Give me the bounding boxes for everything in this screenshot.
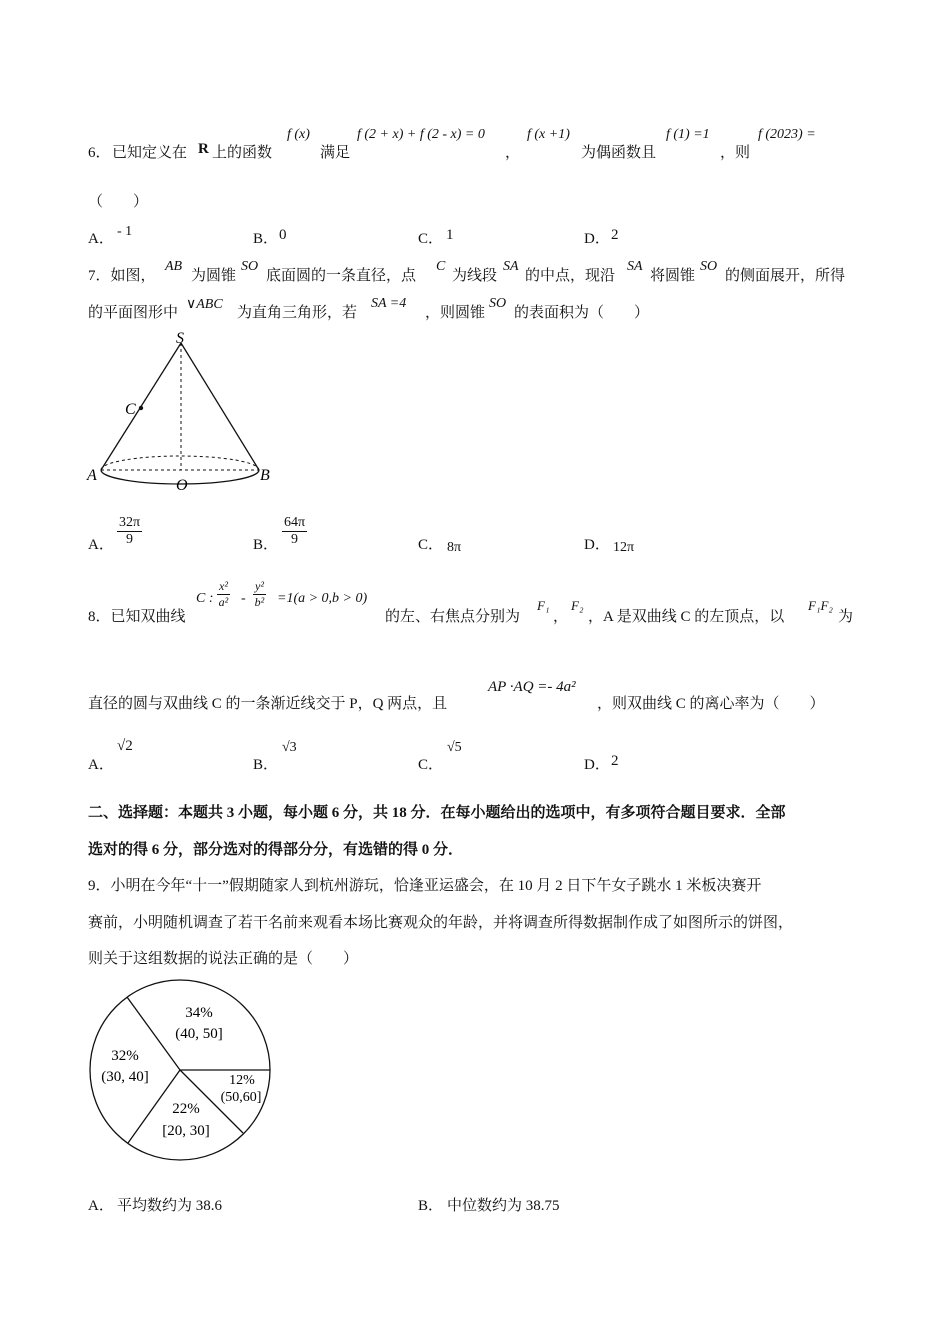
q6-number: 6． — [88, 145, 111, 161]
label-o: O — [176, 477, 188, 494]
q7-option-b-label: B． — [253, 537, 279, 553]
pie-slice-40-50-pct: 34% — [185, 1005, 213, 1021]
q8-comma: ， — [553, 609, 569, 625]
q6-option-d-value: 2 — [611, 227, 619, 243]
q7-l1-10: 将圆锥 — [650, 268, 696, 284]
q7-option-c-label: C． — [418, 537, 444, 553]
cone-edge-sb — [181, 343, 259, 470]
q7-l1-0: 7．如图， — [88, 268, 156, 284]
q6-text-1: 已知定义在 — [112, 145, 188, 161]
q8-a2: a² — [218, 595, 229, 609]
q8-option-c-label: C． — [418, 757, 444, 773]
q8-line2-a: 直径的圆与双曲线 C 的一条渐近线交于 P，Q 两点，且 — [88, 696, 448, 712]
q9-option-b-value: 中位数约为 38.75 — [447, 1198, 560, 1214]
q6-fx-plus-1: f (x +1) — [527, 127, 570, 142]
q8-minus: - — [241, 591, 246, 606]
pie-slice-30-40-range: (30, 40] — [101, 1069, 149, 1085]
q9-pie-chart — [85, 978, 280, 1163]
q7-l1-c: C — [436, 259, 446, 274]
q8-condition: =1(a > 0,b > 0) — [277, 591, 368, 606]
q8-option-b-label: B． — [253, 757, 279, 773]
q8-text-3: ，A 是双曲线 C 的左顶点，以 — [588, 609, 785, 625]
pie-slice-40-50-range: (40, 50] — [175, 1026, 223, 1042]
label-b: B — [260, 467, 270, 484]
q7-l2-0: 的平面图形中 — [88, 305, 179, 321]
q6-fx: f (x) — [287, 127, 310, 142]
q6-text-5: ，则 — [720, 145, 751, 161]
q7-option-a-fraction — [117, 515, 142, 548]
label-a: A — [87, 467, 97, 484]
pie-slice-50-60-pct: 12% — [229, 1073, 255, 1088]
q7-l1-4: 底面圆的一条直径，点 — [266, 268, 417, 284]
q7-option-b-fraction — [282, 515, 307, 548]
q9-line-3: 则关于这组数据的说法正确的是（ ） — [88, 951, 359, 967]
q8-frac-y — [253, 579, 266, 610]
q7-l1-so: SO — [241, 259, 259, 274]
q8-f2: F₂ — [571, 598, 584, 613]
q7-l2-sa4: SA =4 — [371, 296, 407, 311]
q6-text-3: 满足 — [320, 145, 351, 161]
q8-y2: y² — [255, 579, 264, 593]
q7-cone-figure — [80, 325, 280, 500]
q7-option-b-num: 64π — [284, 515, 306, 530]
label-s: S — [176, 330, 184, 347]
q6-real-set: R — [198, 141, 209, 157]
q7-option-a-num: 32π — [119, 515, 141, 530]
q7-option-d-label: D． — [584, 537, 610, 553]
q8-curve-name: C : — [196, 591, 214, 606]
section-2-line-1: 二、选择题：本题共 3 小题，每小题 6 分，共 18 分．在每小题给出的选项中，有多项符合题目要求．全部 — [88, 805, 786, 821]
q6-option-a-label: A． — [88, 231, 114, 247]
q6-f1: f (1) =1 — [666, 127, 710, 142]
q7-option-c-value: 8π — [447, 540, 462, 555]
q9-option-b-label: B． — [418, 1198, 444, 1214]
q8-option-d-value: 2 — [611, 753, 619, 769]
q7-l1-2: 为圆锥 — [191, 268, 237, 284]
q9-option-a-value: 平均数约为 38.6 — [117, 1198, 223, 1214]
q7-l2-so: SO — [489, 296, 507, 311]
q7-option-a-den: 9 — [126, 532, 134, 547]
cone-base-back — [101, 456, 259, 470]
q7-option-b-den: 9 — [291, 532, 299, 547]
q8-option-c-value: √5 — [447, 740, 462, 755]
q8-x2: x² — [219, 579, 228, 593]
q8-line2-b: ，则双曲线 C 的离心率为（ ） — [597, 696, 825, 712]
q6-option-a-value: - 1 — [117, 224, 133, 239]
q7-l1-12: 的侧面展开，所得 — [725, 268, 846, 284]
pie-slice-20-30-range: [20, 30] — [162, 1123, 210, 1139]
q7-l1-ab: AB — [165, 259, 183, 274]
q6-equation: f (2 + x) + f (2 - x) = 0 — [357, 127, 485, 142]
q6-text-4: 为偶函数且 — [581, 145, 657, 161]
label-c: C — [125, 401, 136, 418]
pie-slice-30-40-pct: 32% — [111, 1048, 139, 1064]
q8-option-a-value: √2 — [117, 738, 133, 754]
q8-f1: F₁ — [537, 598, 550, 613]
q8-text-2: 的左、右焦点分别为 — [385, 609, 521, 625]
q7-option-a-label: A． — [88, 537, 114, 553]
q6-option-c-value: 1 — [446, 227, 454, 243]
q8-text-4: 为 — [838, 609, 854, 625]
point-c-dot — [139, 406, 143, 410]
q7-l2-6: 的表面积为（ ） — [514, 305, 650, 321]
q6-option-b-value: 0 — [279, 227, 287, 243]
q9-line-2: 赛前，小明随机调查了若干名前来观看本场比赛观众的年龄，并将调查所得数据制作成了如图所示的饼图， — [88, 915, 794, 931]
q8-dot-product: AP ·AQ =- 4a² — [488, 679, 576, 695]
q8-frac-x — [217, 579, 230, 610]
q6-text-2: 上的函数 — [212, 145, 273, 161]
q6-comma: ， — [505, 145, 521, 161]
q7-l1-sa: SA — [503, 259, 519, 274]
q7-l1-so2: SO — [700, 259, 718, 274]
q8-option-d-label: D． — [584, 757, 610, 773]
q8-f1f2: F₁F₂ — [808, 598, 833, 613]
q6-option-c-label: C． — [418, 231, 444, 247]
q7-l1-sa2: SA — [627, 259, 643, 274]
q8-option-a-label: A． — [88, 757, 114, 773]
q9-line-1: 9．小明在今年“十一”假期随家人到杭州游玩，恰逢亚运盛会，在 10 月 2 日下午女子跳水 1 米板决赛开 — [88, 878, 762, 894]
q7-option-d-value: 12π — [613, 540, 635, 555]
q6-option-d-label: D． — [584, 231, 610, 247]
pie-slice-50-60-range: (50,60] — [220, 1090, 262, 1105]
q8-option-b-value: √3 — [282, 740, 297, 755]
q6-paren: （ ） — [88, 194, 149, 210]
q7-l2-4: ，则圆锥 — [425, 305, 486, 321]
q8-text-1: 8．已知双曲线 — [88, 609, 186, 625]
q7-l2-2: 为直角三角形，若 — [237, 305, 358, 321]
q7-l1-6: 为线段 — [452, 268, 498, 284]
section-2-line-2: 选对的得 6 分，部分选对的得部分分，有选错的得 0 分． — [88, 842, 464, 858]
q9-option-a-label: A． — [88, 1198, 114, 1214]
q6-option-b-label: B． — [253, 231, 279, 247]
q6-f2023: f (2023) = — [758, 127, 816, 142]
q8-b2: b² — [254, 595, 265, 609]
q7-l2-triangle: ∨ABC — [186, 297, 223, 312]
q7-l1-8: 的中点，现沿 — [525, 268, 616, 284]
pie-slice-20-30-pct: 22% — [172, 1101, 200, 1117]
